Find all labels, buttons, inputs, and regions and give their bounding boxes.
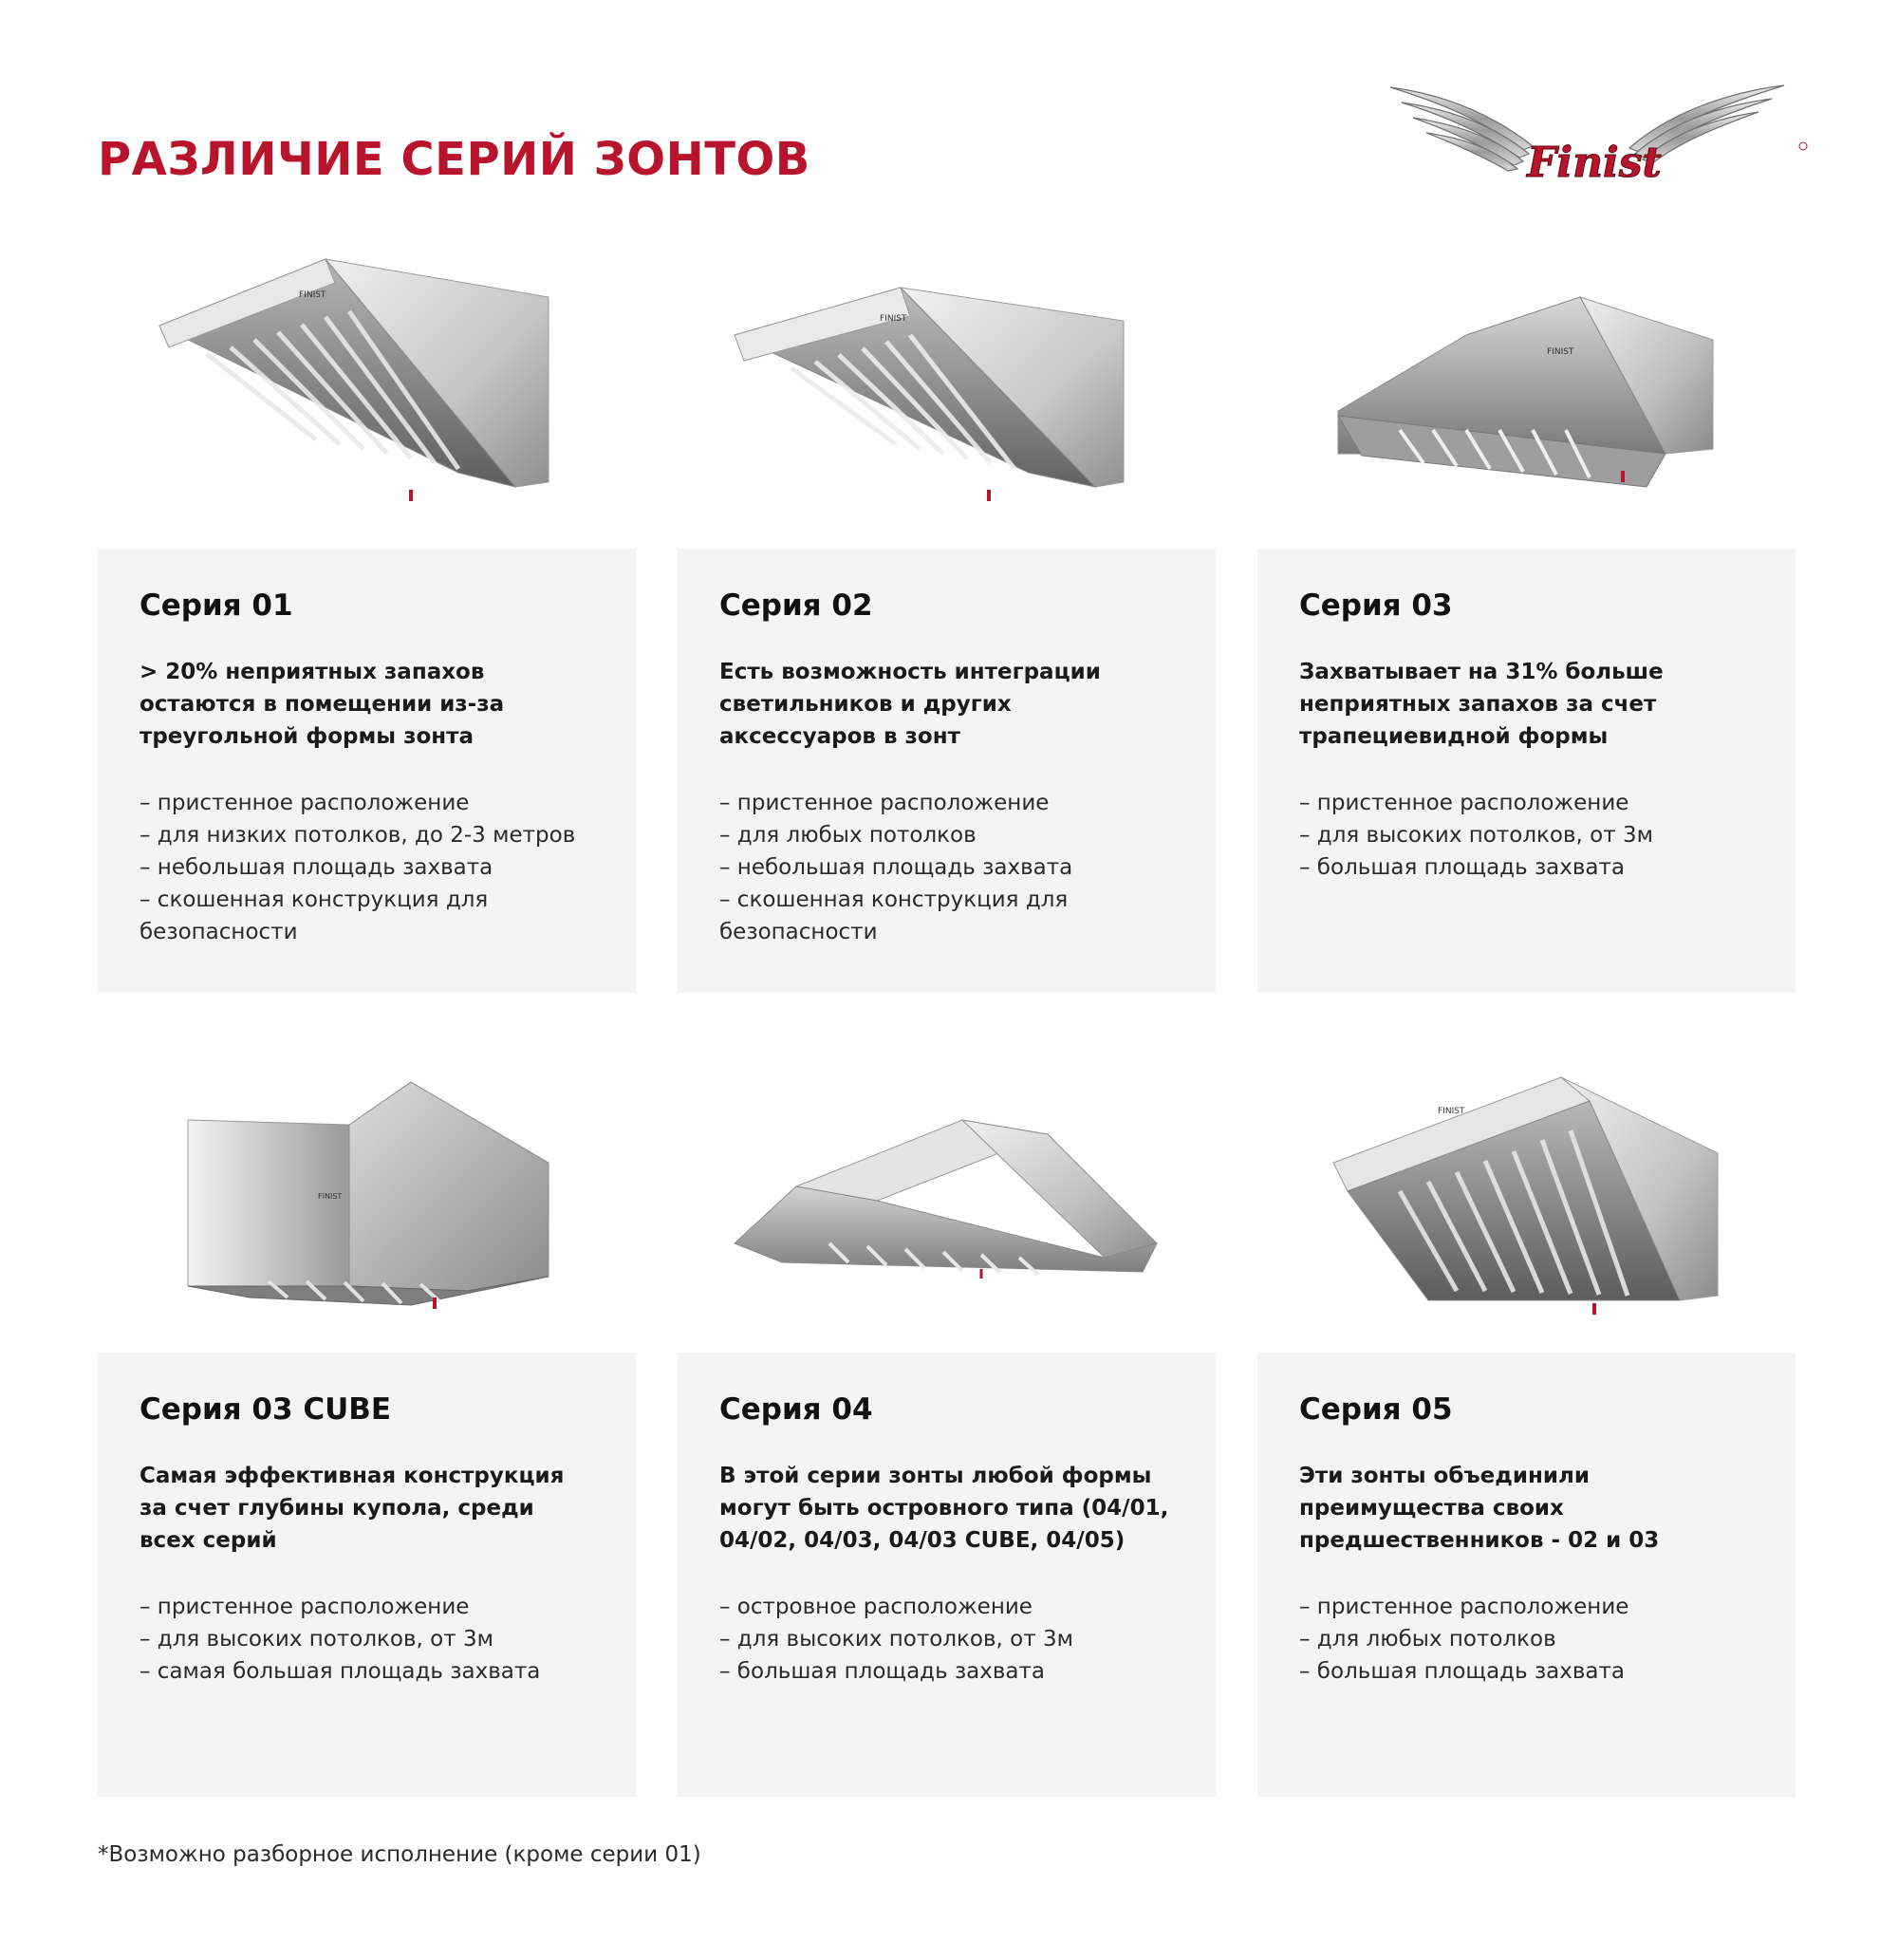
- series-features: [719, 787, 1174, 948]
- feature-item: – пристенное расположение: [1299, 791, 1629, 816]
- hood-image-series-03: [1257, 245, 1796, 549]
- series-features: [140, 1591, 594, 1688]
- series-card: [678, 549, 1216, 993]
- series-lead: Есть возможность интеграции светильников и других аксессуаров в зонт: [719, 660, 1101, 750]
- hood-image-series-04: [678, 1049, 1216, 1353]
- finist-logo: [1381, 78, 1813, 192]
- hood-brand-label: FINIST: [880, 314, 907, 324]
- feature-item: – пристенное расположение: [140, 791, 470, 816]
- feature-item: – большая площадь захвата: [1299, 855, 1626, 881]
- series-lead: Самая эффективная конструкция за счет глубины купола, среди всех серий: [140, 1464, 565, 1554]
- hood-brand-label: FINIST: [318, 1192, 343, 1201]
- footnote: *Возможно разборное исполнение (кроме серии 01): [98, 1842, 701, 1867]
- series-title: Серия 03: [1299, 588, 1453, 623]
- feature-item: – пристенное расположение: [140, 1595, 470, 1620]
- finist-wordmark: Finist: [1527, 139, 1662, 187]
- feature-item: – для высоких потолков, от 3м: [719, 1627, 1073, 1652]
- series-features: [1299, 787, 1754, 884]
- hood-brand-label: FINIST: [299, 290, 326, 300]
- hood-brand-label: FINIST: [1438, 1107, 1465, 1116]
- hood-brand-label: FINIST: [1547, 347, 1574, 357]
- feature-item: – скошенная конструкция для безопасности: [140, 887, 489, 945]
- feature-item: – большая площадь захвата: [1299, 1659, 1626, 1685]
- series-card: [1257, 1353, 1796, 1797]
- feature-item: – для высоких потолков, от 3м: [1299, 823, 1653, 849]
- hood-image-series-05: [1257, 1049, 1796, 1353]
- series-lead: В этой серии зонты любой формы могут быть островного типа (04/01, 04/02, 04/03, 04/03 CUBE, 04/05): [719, 1464, 1169, 1554]
- feature-item: – пристенное расположение: [719, 791, 1050, 816]
- series-title: Серия 05: [1299, 1392, 1453, 1427]
- series-lead: Захватывает на 31% больше неприятных запахов за счет трапециевидной формы: [1299, 660, 1664, 750]
- hood-image-series-03-cube: [98, 1049, 636, 1353]
- series-features: [1299, 1591, 1754, 1688]
- series-title: Серия 04: [719, 1392, 873, 1427]
- feature-item: – островное расположение: [719, 1595, 1033, 1620]
- hood-image-series-02: [678, 245, 1216, 549]
- feature-item: – самая большая площадь захвата: [140, 1659, 541, 1685]
- feature-item: – для низких потолков, до 2-3 метров: [140, 823, 576, 849]
- feature-item: – пристенное расположение: [1299, 1595, 1629, 1620]
- series-features: [140, 787, 594, 948]
- feature-item: – большая площадь захвата: [719, 1659, 1046, 1685]
- series-card: [678, 1353, 1216, 1797]
- series-lead: Эти зонты объединили преимущества своих предшественников - 02 и 03: [1299, 1464, 1660, 1554]
- series-features: [719, 1591, 1174, 1688]
- series-lead: > 20% неприятных запахов остаются в помещении из-за треугольной формы зонта: [140, 660, 505, 750]
- series-card: [98, 549, 636, 993]
- feature-item: – небольшая площадь захвата: [140, 855, 493, 881]
- hood-image-series-01: [98, 245, 636, 549]
- series-title: Серия 03 CUBE: [140, 1392, 392, 1427]
- registered-mark-icon: [1799, 142, 1807, 150]
- feature-item: – для любых потолков: [719, 823, 977, 849]
- feature-item: – для высоких потолков, от 3м: [140, 1627, 493, 1652]
- series-card: [98, 1353, 636, 1797]
- feature-item: – для любых потолков: [1299, 1627, 1556, 1652]
- series-card: [1257, 549, 1796, 993]
- page-title: РАЗЛИЧИЕ СЕРИЙ ЗОНТОВ: [98, 133, 810, 186]
- series-title: Серия 01: [140, 588, 293, 623]
- series-title: Серия 02: [719, 588, 873, 623]
- feature-item: – небольшая площадь захвата: [719, 855, 1073, 881]
- feature-item: – скошенная конструкция для безопасности: [719, 887, 1069, 945]
